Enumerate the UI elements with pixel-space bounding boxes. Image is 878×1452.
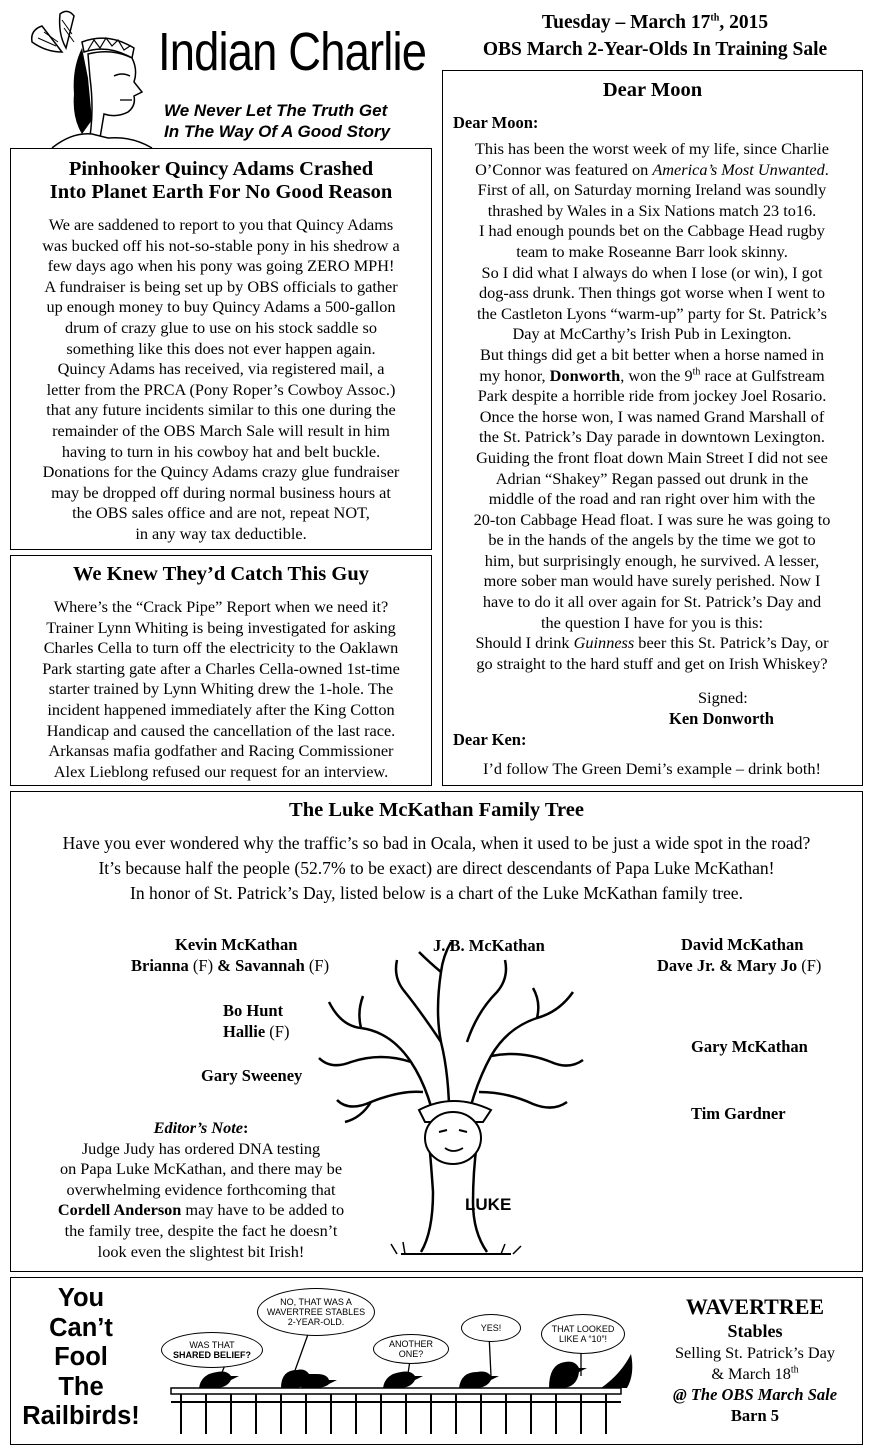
dear-moon-column (442, 70, 863, 786)
beer-name: Guinness (573, 633, 635, 653)
editors-note-line: the family tree, despite the fact he doesn’t (64, 1220, 338, 1240)
masthead-tagline (164, 100, 434, 142)
sale-dates-line-2 (651, 1363, 859, 1384)
quincy-headline (11, 158, 431, 204)
gary-sweeney: Gary Sweeney (201, 1066, 303, 1085)
slogan-line: Can’t (49, 1313, 113, 1342)
editors-note-title: Editor’s Note (153, 1118, 243, 1137)
family-tree-article (10, 791, 863, 1272)
quincy-line: the OBS sales office and are not, repeat NOT, (72, 503, 370, 523)
moon-line: Day at McCarthy’s Irish Pub in Lexington. (512, 324, 792, 344)
slogan-line: Railbirds! (22, 1402, 140, 1430)
issue-date (440, 10, 870, 35)
sale-date-suffix: th (790, 1364, 799, 1376)
quincy-line: was bucked off his not-so-stable pony in his shedrow a (42, 235, 400, 255)
moon-line: This has been the worst week of my life, since Charlie (474, 139, 829, 158)
quincy-headline-line-2: Into Planet Earth For No Good Reason (49, 181, 393, 203)
catch-line: starter trained by Lynn Whiting drew the 1-hole. The (48, 679, 394, 699)
venue-at: @ (672, 1385, 691, 1404)
moon-line: Guiding the front float down Main Street I did not see (476, 447, 828, 467)
reply-salutation: Dear Ken: (453, 730, 527, 749)
moon-line (443, 160, 861, 181)
catch-line: Where’s the “Crack Pipe” Report when we need it? (53, 597, 389, 616)
moon-line: Adrian “Shakey” Regan passed out drunk in the (495, 468, 809, 488)
person-name: Cordell Anderson (57, 1200, 182, 1220)
luke-label: LUKE (465, 1195, 512, 1214)
bo-hunt: Bo Hunt (223, 1001, 284, 1020)
moon-line: Once the horse won, I was named Grand Marshall of (479, 406, 825, 426)
quincy-line: letter from the PRCA (Pony Roper’s Cowboy Assoc.) (46, 379, 396, 399)
quincy-line: A fundraiser is being set up by OBS officials to gather (44, 276, 398, 296)
editors-note-line: Judge Judy has ordered DNA testing (81, 1138, 321, 1158)
child-name: Brianna (131, 956, 189, 975)
moon-line: team to make Roseanne Barr look skinny. (516, 241, 788, 261)
moon-line-text: Should I drink (475, 633, 574, 653)
catch-article (10, 555, 432, 786)
tv-show-title: America’s Most Unwanted (652, 159, 825, 179)
quincy-line: something like this does not ever happen again. (66, 338, 376, 358)
slogan-line: The (58, 1372, 104, 1401)
dear-moon-letter (443, 139, 861, 674)
quincy-line: Quincy Adams has received, via registered mail, a (57, 359, 385, 379)
female-tag: (F) (269, 1022, 290, 1041)
masthead-title: Indian Charlie (158, 22, 427, 82)
quincy-article (10, 148, 432, 550)
ampersand: & (213, 956, 236, 975)
moon-line (443, 633, 861, 654)
speech-bubble-5: THAT LOOKED LIKE A “10”! (541, 1314, 625, 1354)
moon-line: Park despite a horrible ride from jockey Joel Rosario. (477, 386, 827, 406)
issue-date-year: , 2015 (719, 12, 769, 33)
gary-mckathan: Gary McKathan (691, 1037, 808, 1056)
quincy-line: having to turn in his cowboy hat and belt buckle. (61, 441, 381, 461)
speech-bubble-3: ANOTHER ONE? (373, 1334, 449, 1364)
editors-note-line: look even the slightest bit Irish! (97, 1241, 305, 1261)
moon-line (443, 366, 861, 387)
signer-name: Ken Donworth (669, 709, 774, 728)
moon-line: him, but surprisingly enough, he survived. A lesser, (484, 550, 820, 570)
tagline-line-2: In The Way Of A Good Story (164, 122, 391, 141)
bubble-text-bold: SHARED BELIEF? (172, 1350, 251, 1360)
dear-moon-headline: Dear Moon (602, 79, 703, 101)
quincy-line: We are saddened to report to you that Quincy Adams (48, 215, 394, 234)
venue-name: The OBS March Sale (690, 1385, 838, 1404)
railbird-cartoon (161, 1284, 651, 1440)
railbirds-slogan (17, 1284, 145, 1432)
moon-line-text: beer this St. Patrick’s Day, or (634, 633, 829, 653)
quincy-line: in any way tax deductible. (135, 523, 307, 543)
catch-headline: We Knew They’d Catch This Guy (73, 563, 369, 585)
moon-line: go straight to the hard stuff and get on Irish Whiskey? (476, 653, 828, 673)
child-name: Hallie (223, 1022, 266, 1041)
wavertree-subtitle: Stables (727, 1321, 783, 1341)
slogan-line: Fool (54, 1343, 108, 1371)
editors-note (21, 1118, 381, 1262)
sale-venue (651, 1384, 859, 1405)
masthead (8, 4, 438, 144)
issue-date-suffix: th (710, 12, 720, 24)
moon-line: I had enough pounds bet on the Cabbage Head rugby (479, 221, 825, 241)
moon-line: the Castleton Lyons “warm-up” party for St. Patrick’s (477, 303, 827, 323)
david-children (657, 955, 821, 976)
female-tag: (F) (308, 956, 330, 975)
wavertree-ad (10, 1277, 863, 1445)
intro-line-2: It’s because half the people (52.7% to be exact) are direct descendants of Papa Luke McKathan! (98, 858, 775, 878)
barn-number: Barn 5 (730, 1406, 780, 1425)
quincy-line: may be dropped off during normal business hours at (51, 482, 391, 502)
quincy-line: that any future incidents similar to this one during the (46, 400, 396, 420)
moon-line: the St. Patrick’s Day parade in downtown Lexington. (479, 427, 825, 447)
indian-charlie-logo-illustration (12, 8, 162, 148)
quincy-body (11, 215, 431, 545)
horse-name: Donworth (549, 365, 621, 385)
kevin-mckathan: Kevin McKathan (175, 935, 298, 954)
moon-line: have to do it all over again for St. Patrick’s Day and (482, 592, 822, 612)
editors-note-text: may have to be added to (181, 1200, 345, 1220)
female-tag: (F) (192, 956, 214, 975)
kevin-children (131, 955, 329, 976)
moon-line: middle of the road and ran right over him with the (488, 489, 816, 509)
bubble-text: WAS THAT (189, 1340, 235, 1350)
catch-line: Trainer Lynn Whiting is being investigated for asking (46, 617, 396, 637)
catch-body (11, 597, 431, 782)
signed-label: Signed: (698, 688, 748, 707)
quincy-headline-line-1: Pinhooker Quincy Adams Crashed (68, 158, 374, 180)
intro-line-3: In honor of St. Patrick’s Day, listed below is a chart of the Luke McKathan family tree. (129, 883, 743, 903)
issue-event: OBS March 2-Year-Olds In Training Sale (482, 39, 828, 60)
child-name: Savannah (235, 956, 305, 975)
editors-note-label (21, 1118, 381, 1139)
moon-line-text: race at Gulfstream (700, 365, 825, 385)
quincy-line: few days ago when his pony was going ZERO MPH! (47, 256, 395, 276)
family-tree-headline: The Luke McKathan Family Tree (289, 799, 584, 821)
moon-line: 20-ton Cabbage Head float. I was sure he was going to (473, 509, 831, 529)
moon-line: First of all, on Saturday morning Ireland was soundly (477, 180, 827, 200)
speech-bubble-4: YES! (461, 1314, 521, 1342)
catch-line: Park starting gate after a Charles Cella-owned 1st-time (42, 658, 400, 678)
editors-note-line (21, 1200, 381, 1221)
catch-line: incident happened immediately after the King Cotton (47, 699, 395, 719)
speech-bubble-2 (161, 1332, 263, 1368)
intro-line-1: Have you ever wondered why the traffic’s so bad in Ocala, when it used to be just a wide spot in the road? (62, 833, 811, 853)
moon-line: So I did what I always do when I lose (or win), I got (481, 262, 823, 282)
editors-note-line: on Papa Luke McKathan, and there may be (59, 1159, 343, 1179)
slogan-line: You (57, 1284, 105, 1312)
editors-note-line: overwhelming evidence forthcoming that (66, 1179, 336, 1199)
quincy-line: Donations for the Quincy Adams crazy glue fundraiser (42, 462, 400, 482)
issue-date-prefix: Tuesday – March 17 (541, 12, 711, 33)
ordinal-suffix: th (692, 366, 701, 378)
quincy-line: remainder of the OBS March Sale will result in him (52, 420, 390, 440)
moon-line: thrashed by Wales in a Six Nations match 23 to16. (487, 200, 817, 220)
sale-date-text: & March 18 (711, 1364, 791, 1383)
editors-note-colon: : (242, 1118, 249, 1137)
quincy-line: up enough money to buy Quincy Adams a 500-gallon (46, 297, 396, 317)
family-tree-intro (11, 831, 862, 906)
dear-moon-salutation: Dear Moon: (453, 113, 539, 132)
moon-line-text: . (824, 159, 829, 179)
jb-mckathan: J. B. McKathan (433, 936, 545, 955)
moon-line: the question I have for you is this: (540, 612, 764, 632)
moon-line: more sober man would have surely perished. Now I (483, 571, 821, 591)
moon-line: dog-ass drunk. Then things got worse when I went to (478, 283, 826, 303)
wavertree-brand: WAVERTREE (685, 1294, 825, 1319)
female-tag: (F) (801, 956, 822, 975)
sale-dates-line-1: Selling St. Patrick’s Day (674, 1343, 836, 1362)
moon-line: be in the hands of the angels by the time we got to (488, 530, 816, 550)
moon-line-text: O’Connor was featured on (475, 159, 653, 179)
catch-line: Charles Cella to turn off the electricity to the Oaklawn (43, 638, 399, 658)
reply-text: I’d follow The Green Demi’s example – drink both! (483, 759, 821, 778)
quincy-line: drum of crazy glue to use on his stock saddle so (65, 317, 377, 337)
tim-gardner: Tim Gardner (691, 1104, 786, 1123)
hallie (223, 1021, 289, 1042)
catch-line: Arkansas mafia godfather and Racing Commissioner (48, 741, 394, 761)
catch-line: Handicap and caused the cancellation of the last race. (46, 720, 396, 740)
moon-line-text: my honor, (479, 365, 550, 385)
wavertree-info (651, 1294, 859, 1426)
moon-line: But things did get a bit better when a horse named in (479, 344, 825, 364)
david-mckathan: David McKathan (681, 935, 804, 954)
moon-line-text: , won the 9 (620, 365, 693, 385)
speech-bubble-1: NO, THAT WAS A WAVERTREE STABLES 2-YEAR-OLD. (257, 1288, 375, 1336)
tagline-line-1: We Never Let The Truth Get (164, 101, 388, 120)
catch-line: Alex Lieblong refused our request for an interview. (53, 761, 389, 781)
children-names: Dave Jr. & Mary Jo (657, 956, 798, 975)
